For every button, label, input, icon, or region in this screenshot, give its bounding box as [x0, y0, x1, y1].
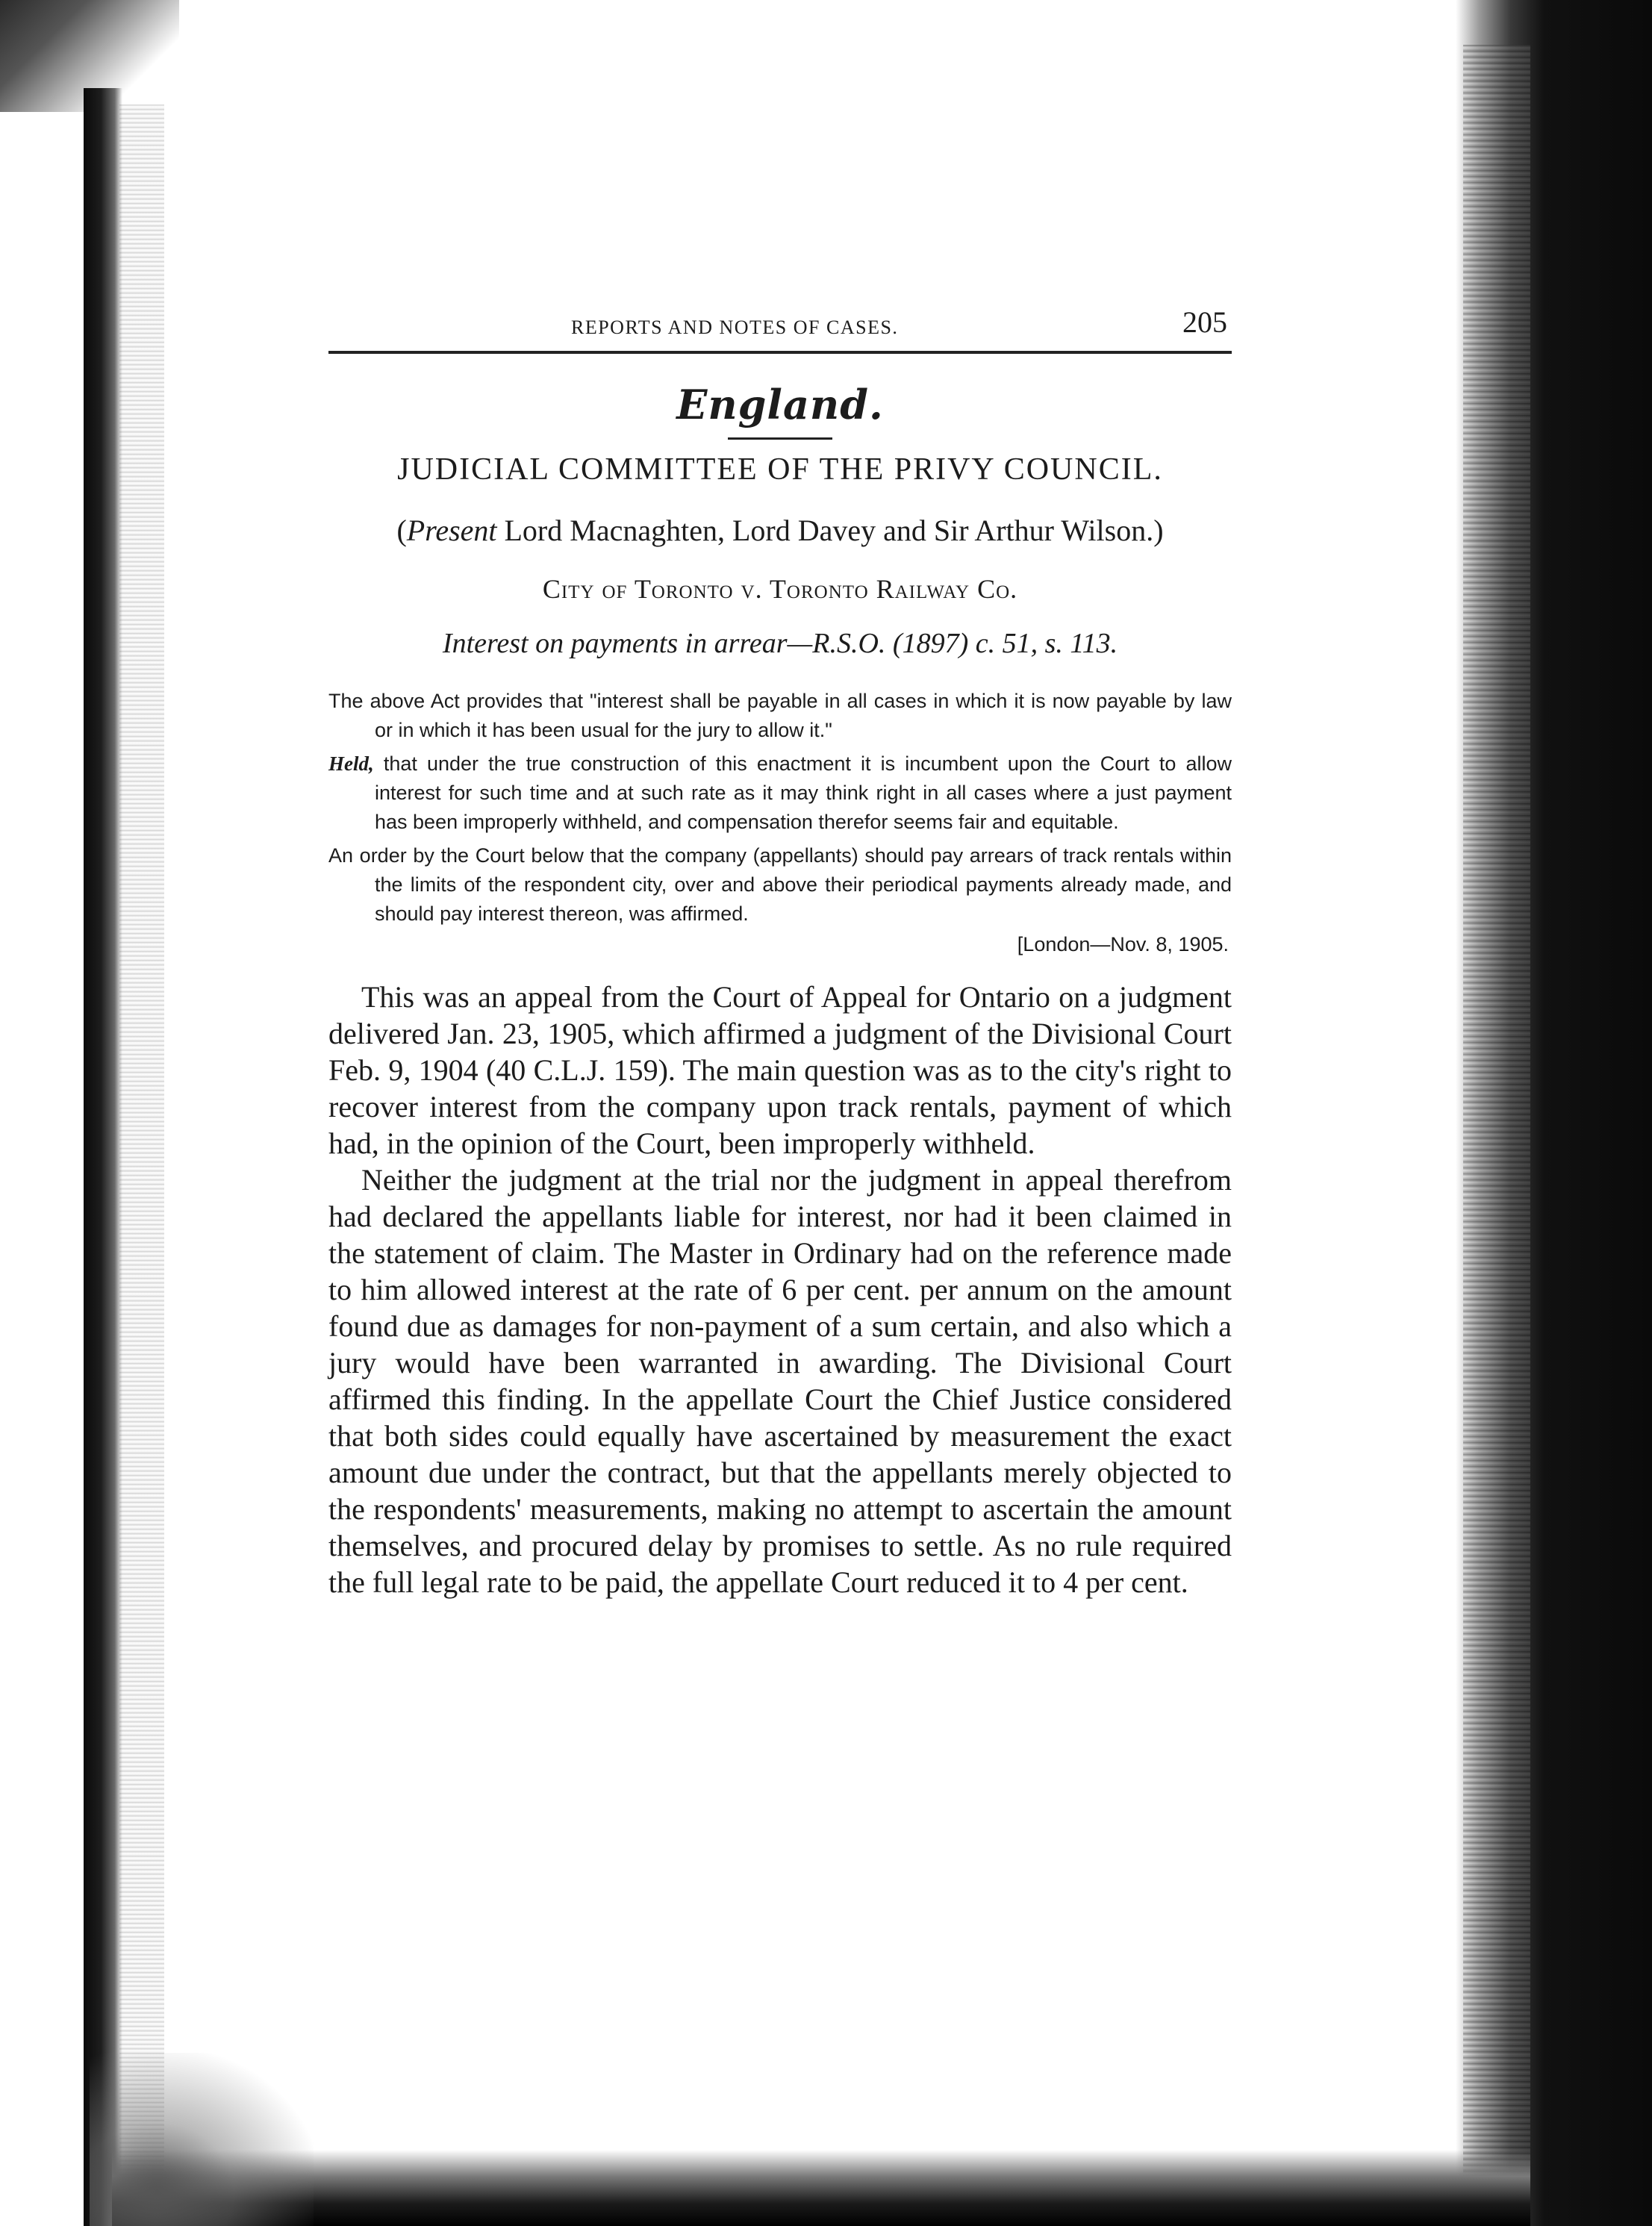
held-text: that under the true construction of this enactment it is incumbent upon the Court to allow interest for such time and at such rate as it may think right in all cases where a just payment has been improperly withheld, and compensation therefor seems fair and equitable.: [373, 752, 1232, 833]
heading-rule: [728, 437, 832, 440]
present-judges-text: Lord Macnaghten, Lord Davey and Sir Arthur Wilson.): [496, 514, 1164, 547]
body-paragraph-1: This was an appeal from the Court of Appeal for Ontario on a judgment delivered Jan. 23, 1905, which affirmed a judgment of the Divisional Court Feb. 9, 1904 (40 C.L.J. 159). The main question was as to the city's right to recover interest from the company upon track rentals, payment of which had, in the opinion of the Court, been improperly withheld.: [328, 980, 1232, 1160]
present-judges: [328, 513, 1232, 548]
running-title: REPORTS AND NOTES OF CASES.: [571, 317, 899, 338]
present-open-paren: (: [396, 514, 407, 547]
held-word: Held,: [328, 752, 374, 775]
body-paragraph-2: Neither the judgment at the trial nor the judgment in appeal therefrom had declared the appellants liable for interest, nor had it been claimed in the statement of claim. The Master in Ordinary had on the reference made to him allowed interest at the rate of 6 per cent. per annum on the amount found due as damages for non-payment of a sum certain, and also which a jury would have been warranted in awarding. The Divisional Court affirmed this finding. In the appellate Court the Chief Justice considered that both sides could equally have ascertained by measurement the exact amount due under the contract, but that the appellants merely objected to the respondents' measurements, making no attempt to ascertain the amount themselves, and procured delay by promises to settle. As no rule required the full legal rate to be paid, the appellate Court reduced it to 4 per cent.: [328, 1163, 1232, 1599]
headnote-held: [328, 749, 1232, 837]
case-title: City of Toronto v. Toronto Railway Co.: [542, 574, 1018, 604]
scan-shadow-bottom-left: [90, 2053, 314, 2226]
section-heading: England.: [676, 381, 884, 428]
page-content: [328, 299, 1232, 1600]
headnote-act: The above Act provides that "interest shall be payable in all cases in which it is now payable by law or in which it has been usual for the jury to allow it.": [328, 690, 1232, 741]
dateline: [London—Nov. 8, 1905.: [1017, 933, 1229, 955]
book-edge-bottom: [112, 2150, 1530, 2226]
page-number: 205: [1182, 305, 1227, 339]
page-edge-left: [119, 105, 164, 2210]
court-name: JUDICIAL COMMITTEE OF THE PRIVY COUNCIL.: [397, 452, 1163, 487]
present-label: Present: [406, 514, 497, 547]
running-head: [328, 299, 1232, 343]
judgment-body: [328, 979, 1232, 1600]
catchwords: Interest on payments in arrear—R.S.O. (1897) c. 51, s. 113.: [442, 628, 1118, 659]
page-edge-right: [1463, 45, 1530, 2180]
book-spine-left: [84, 88, 122, 2226]
headnote-order: An order by the Court below that the company (appellants) should pay arrears of track rentals within the limits of the respondent city, over and above their periodical payments already made, and should pay interest thereon, was affirmed.: [328, 844, 1232, 925]
headnote: [328, 687, 1232, 929]
header-rule: [328, 351, 1232, 354]
